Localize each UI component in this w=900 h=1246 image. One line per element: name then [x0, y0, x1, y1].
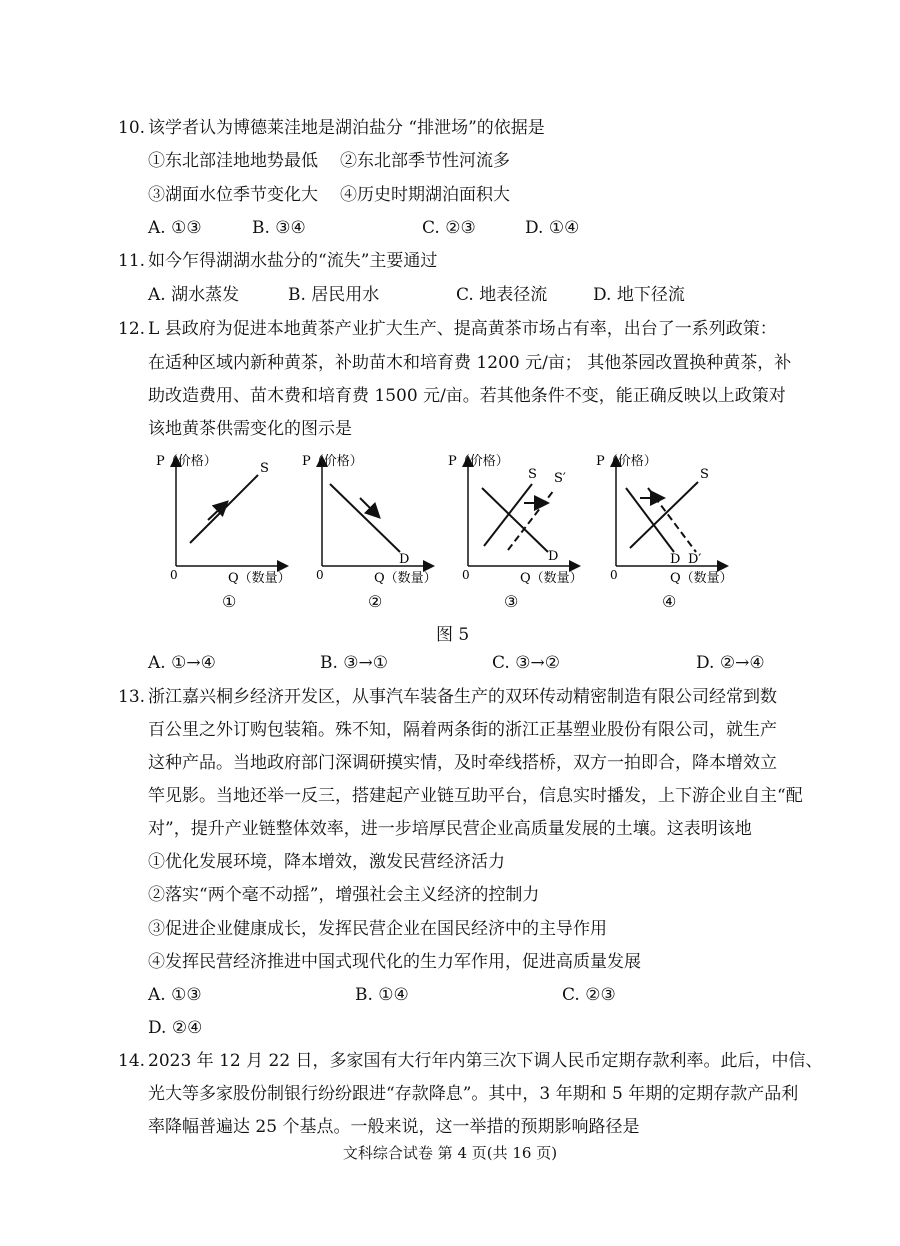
figure-3-graph: [442, 448, 582, 613]
fig4-p-label: P（价格）: [596, 454, 657, 469]
q13-option-c[interactable]: C. ②③: [562, 985, 616, 1005]
fig4-origin: 0: [610, 568, 618, 582]
q12-line-4: 该地黄茶供需变化的图示是: [148, 419, 352, 439]
q10-stem: 该学者认为博德莱洼地是湖泊盐分 “排泄场”的依据是: [148, 118, 545, 138]
q14-line-3: 率降幅普遍达 25 个基点。一般来说，这一举措的预期影响路径是: [148, 1117, 640, 1137]
fig3-s-label: S: [528, 467, 537, 482]
q13-option-a[interactable]: A. ①③: [148, 985, 202, 1005]
fig1-s-label: S: [260, 461, 269, 476]
fig1-p-label: P（价格）: [156, 454, 217, 469]
q12-option-d[interactable]: D. ②→④: [696, 653, 765, 673]
fig1-supply-curve: [190, 475, 258, 543]
q13-statement-3: ③促进企业健康成长，发挥民营企业在国民经济中的主导作用: [148, 919, 607, 939]
q13-statement-4: ④发挥民营经济推进中国式现代化的生力军作用，促进高质量发展: [148, 952, 641, 972]
fig2-p-label: P（价格）: [302, 454, 363, 469]
q10-option-c[interactable]: C. ②③: [422, 218, 476, 238]
page-footer: 文科综合试卷 第 4 页(共 16 页): [342, 1144, 558, 1162]
fig2-q-label: Q（数量）: [374, 571, 437, 586]
q11-option-c[interactable]: C. 地表径流: [456, 285, 548, 305]
fig1-q-label: Q（数量）: [228, 571, 291, 586]
q11-stem: 如今乍得湖湖水盐分的“流失”主要通过: [148, 251, 438, 271]
q10-statement-4: ④历史时期湖泊面积大: [340, 185, 510, 205]
q12-option-c[interactable]: C. ③→②: [492, 653, 560, 673]
q13-option-b[interactable]: B. ①④: [355, 985, 409, 1005]
figure-caption: 图 5: [436, 625, 470, 645]
fig1-shift-arrow: [208, 503, 226, 520]
q10-option-b[interactable]: B. ③④: [252, 218, 306, 238]
fig1-origin: 0: [170, 568, 178, 582]
q12-number: 12.: [118, 319, 146, 339]
q11-option-a[interactable]: A. 湖水蒸发: [148, 285, 240, 305]
q12-line-2: 在适种区域内新种黄茶，补助苗木和培育费 1200 元/亩； 其他茶园改置换种黄茶，补: [148, 353, 792, 373]
fig3-s-prime-label: S′: [554, 471, 566, 486]
q14-number: 14.: [118, 1051, 146, 1071]
q11-number: 11.: [118, 251, 146, 271]
q12-line-3: 助改造费用、苗木费和培育费 1500 元/亩。若其他条件不变，能正确反映以上政策对: [148, 386, 786, 406]
q10-statement-2: ②东北部季节性河流多: [340, 151, 510, 171]
figure-1-graph: [150, 448, 290, 613]
figure-2-graph: [296, 448, 436, 613]
q10-option-d[interactable]: D. ①④: [525, 218, 580, 238]
fig2-origin: 0: [316, 568, 324, 582]
fig2-demand-curve: [330, 484, 400, 552]
fig3-index: ③: [504, 592, 519, 611]
fig4-d-label: D: [670, 552, 681, 567]
q13-statement-2: ②落实“两个毫不动摇”，增强社会主义经济的控制力: [148, 885, 540, 905]
fig3-p-label: P（价格）: [448, 454, 509, 469]
q10-statement-3: ③湖面水位季节变化大: [148, 185, 318, 205]
figure-4: [590, 448, 733, 613]
q12-option-b[interactable]: B. ③→①: [320, 653, 389, 673]
fig3-demand-curve: [482, 488, 548, 552]
q10-statement-1-2: [148, 150, 510, 172]
q11-option-d[interactable]: D. 地下径流: [593, 285, 685, 305]
fig3-d-label: D: [548, 549, 559, 564]
figure-3: [442, 448, 582, 613]
q13-line-3: 这种产品。当地政府部门深调研摸实情，及时牵线搭桥，双方一拍即合，降本增效立: [148, 753, 777, 773]
q14-line-1: 2023 年 12 月 22 日，多家国有大行年内第三次下调人民币定期存款利率。此后，中信、: [148, 1051, 823, 1071]
fig4-d-prime-label: D′: [688, 552, 702, 567]
q13-line-1: 浙江嘉兴桐乡经济开发区，从事汽车装备生产的双环传动精密制造有限公司经常到数: [148, 687, 777, 707]
fig3-origin: 0: [462, 568, 470, 582]
q13-option-d[interactable]: D. ②④: [148, 1018, 203, 1038]
q12-line-1: L 县政府为促进本地黄茶产业扩大生产、提高黄茶市场占有率，出台了一系列政策：: [148, 319, 777, 339]
q10-statement-1: ①东北部洼地地势最低: [148, 151, 318, 171]
fig3-supply-curve: [484, 484, 532, 546]
q13-line-2: 百公里之外订购包装箱。殊不知，隔着两条街的浙江正基塑业股份有限公司，就生产: [148, 720, 777, 740]
figure-4-graph: [590, 448, 733, 613]
q13-number: 13.: [118, 687, 146, 707]
fig2-shift-arrow: [360, 498, 378, 516]
q13-line-4: 竿见影。当地还举一反三，搭建起产业链互助平台，信息实时播发，上下游企业自主“配: [148, 786, 803, 806]
q10-statement-3-4: [148, 184, 510, 206]
fig3-q-label: Q（数量）: [520, 571, 583, 586]
q13-line-5: 对”，提升产业链整体效率，进一步培厚民营企业高质量发展的土壤。这表明该地: [148, 819, 752, 839]
fig4-q-label: Q（数量）: [670, 571, 733, 586]
figure-2: [296, 448, 436, 613]
figure-1: [150, 448, 290, 613]
q14-line-2: 光大等多家股份制银行纷纷跟进“存款降息”。其中，3 年期和 5 年期的定期存款产品利: [148, 1084, 799, 1104]
fig4-s-label: S: [700, 467, 709, 482]
fig4-index: ④: [662, 592, 677, 611]
q11-option-b[interactable]: B. 居民用水: [288, 285, 380, 305]
fig1-index: ①: [222, 592, 237, 611]
q10-option-a[interactable]: A. ①③: [148, 218, 202, 238]
q12-option-a[interactable]: A. ①→④: [148, 653, 216, 673]
q10-number: 10.: [118, 118, 146, 138]
fig2-d-label: D: [399, 552, 410, 567]
fig2-index: ②: [368, 592, 383, 611]
q13-statement-1: ①优化发展环境，降本增效，激发民营经济活力: [148, 852, 505, 872]
